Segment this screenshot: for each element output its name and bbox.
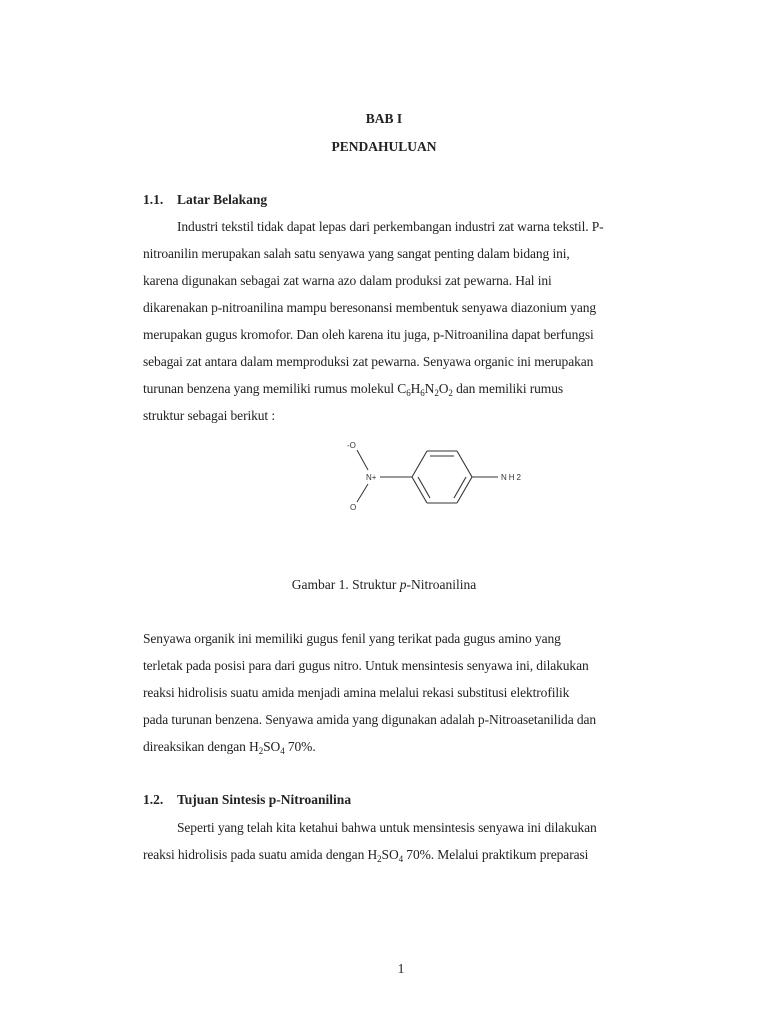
paragraph-line: Seperti yang telah kita ketahui bahwa untuk mensintesis senyawa ini dilakukan [177, 820, 597, 835]
n-o-bond-bottom [357, 484, 368, 502]
section-1-title: Latar Belakang [177, 192, 268, 207]
paragraph-line: reaksi hidrolisis suatu amida menjadi amina melalui rekasi substitusi elektrofilik [143, 685, 570, 700]
paragraph-line: karena digunakan sebagai zat warna azo dalam produksi zat pewarna. Hal ini [143, 273, 552, 288]
paragraph-line: nitroanilin merupakan salah satu senyawa yang sangat penting dalam bidang ini, [143, 246, 570, 261]
formula-line: reaksi hidrolisis pada suatu amida dengan $H_2SO_4$ 70%. Melalui praktikum preparasi [143, 847, 589, 864]
paragraph-senyawa [143, 625, 658, 760]
section-1-heading [143, 192, 267, 208]
paragraph-line: merupakan gugus kromofor. Dan oleh karena itu juga, p-Nitroanilina dapat berfungsi [143, 327, 594, 342]
paragraph-line: Senyawa organik ini memiliki gugus fenil yang terikat pada gugus amino yang [143, 631, 561, 646]
section-2-number: 1.2. [143, 792, 164, 807]
section-2-title: Tujuan Sintesis p-Nitroanilina [177, 792, 352, 807]
section-1-number: 1.1. [143, 192, 164, 207]
paragraph-tujuan [143, 814, 658, 868]
section-2-heading [143, 792, 351, 808]
chapter-title: PENDAHULUAN [331, 139, 437, 154]
paragraph-line: dikarenakan p-nitroanilina mampu beresonansi membentuk senyawa diazonium yang [143, 300, 597, 315]
figure-caption: Gambar 1. Struktur p-Nitroanilina [291, 577, 477, 592]
benzene-ring [412, 451, 472, 503]
formula-line: direaksikan dengan $H_2SO_4$ 70%. [143, 739, 316, 756]
nitrogen-plus-label: N+ [366, 473, 377, 482]
paragraph-line: Industri tekstil tidak dapat lepas dari perkembangan industri zat warna tekstil. P- [177, 219, 604, 234]
p-nitroanilina-structure [330, 430, 540, 520]
paragraph-line: pada turunan benzena. Senyawa amida yang digunakan adalah p-Nitroasetanilida dan [143, 712, 597, 727]
paragraph-latar-belakang [143, 213, 658, 429]
amino-group-label: NH2 [501, 473, 524, 482]
page-number: 1 [397, 961, 405, 976]
paragraph-line: sebagai zat antara dalam memproduksi zat pewarna. Senyawa organic ini merupakan [143, 354, 594, 369]
paragraph-line: terletak pada posisi para dari gugus nitro. Untuk mensintesis senyawa ini, dilakukan [143, 658, 589, 673]
oxygen-minus-label: -O [347, 441, 356, 450]
paragraph-line: struktur sebagai berikut : [143, 408, 275, 423]
formula-line: turunan benzena yang memiliki rumus molekul $C_6H_6N_2O_2$ dan memiliki rumus [143, 381, 564, 398]
chapter-label: BAB I [365, 111, 403, 126]
oxygen-label: O [350, 503, 357, 512]
n-o-bond-top [357, 450, 368, 470]
